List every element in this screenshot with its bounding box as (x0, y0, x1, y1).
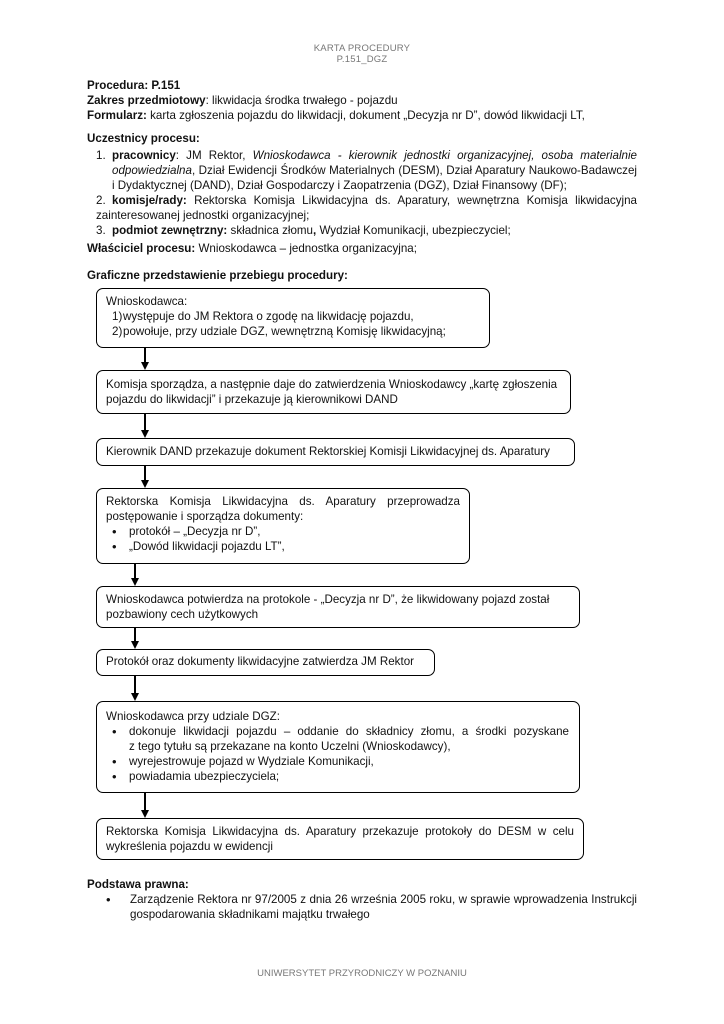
scope-label: Zakres przedmiotowy (87, 94, 206, 107)
header-code: P.151_DGZ (336, 54, 388, 65)
header-title: KARTA PROCEDURY (313, 43, 411, 54)
participant-3: podmiot zewnętrzny: składnica złomu, Wydział Komunikacji, ubezpieczyciel; (112, 224, 511, 237)
flow-step-4-item: • „Dowód likwidacji pojazdu LT”, (100, 539, 460, 554)
forms-value: karta zgłoszenia pojazdu do likwidacji, dokument „Decyzja nr D”, dowód likwidacji LT, (146, 109, 585, 122)
flow-step-7-item: • dokonuje likwidacji pojazdu – oddanie do składnicy złomu, a środki pozyskane z tego tytułu są przekazane na konto Uczelni (Wnioskodawcy), (100, 724, 570, 754)
flow-step-7-item: • powiadamia ubezpieczyciela; (100, 769, 570, 784)
owner-row (87, 241, 417, 256)
scope-value: : likwidacja środka trwałego - pojazdu (205, 94, 398, 107)
flow-step-1-item: 2) powołuje, przy udziale DGZ, wewnętrzną Komisję likwidacyjną; (112, 325, 446, 338)
flow-step-2: Komisja sporządza, a następnie daje do zatwierdzenia Wnioskodawcy „kartę zgłoszenia pojazdu do likwidacji” i przekazuje ją kierownikowi DAND (96, 370, 571, 414)
flow-step-1-title: Wnioskodawca: (106, 295, 188, 308)
participant-1-line-2: odpowiedzialna, Dział Ewidencji Środków Materialnych (DESM), Dział Aparatury Naukowo-Badawczej (112, 164, 637, 177)
legal-heading: Podstawa prawna: (87, 878, 189, 891)
participant-1-num: 1. (96, 149, 106, 162)
forms-row (87, 108, 585, 123)
flow-step-7-title: Wnioskodawca przy udziale DGZ: (106, 710, 280, 723)
flow-step-4: Rektorska Komisja Likwidacyjna ds. Aparatury przeprowadza postępowanie i sporządza dokumenty: • protokół – „Decyzja nr D”, • „Dowód likwidacji pojazdu LT”, (96, 488, 470, 564)
flow-step-5: Wnioskodawca potwierdza na protokole - „Decyzja nr D”, że likwidowany pojazd został pozbawiony cech użytkowych (96, 586, 580, 628)
flow-step-3: Kierownik DAND przekazuje dokument Rektorskiej Komisji Likwidacyjnej ds. Aparatury (96, 438, 575, 466)
flow-step-7-item: • wyrejestrowuje pojazd w Wydziale Komunikacji, (100, 754, 570, 769)
scope-row (87, 93, 398, 108)
footer-university: UNIWERSYTET PRZYRODNICZY W POZNANIU (257, 968, 467, 979)
owner-value: Wnioskodawca – jednostka organizacyjna; (195, 242, 417, 255)
flow-step-1-item: 1) występuje do JM Rektora o zgodę na likwidację pojazdu, (112, 310, 414, 323)
participant-2-line-1: komisje/rady: Rektorska Komisja Likwidacyjna ds. Aparatury, wewnętrzna Komisja likwidacyjna (112, 194, 637, 207)
participant-2-line-2: zainteresowanej jednostki organizacyjnej; (96, 209, 310, 222)
participant-2-label: komisje/rady: (112, 194, 187, 207)
participant-3-label: podmiot zewnętrzny: (112, 224, 228, 237)
forms-label: Formularz: (87, 109, 147, 122)
participant-3-num: 3. (96, 224, 106, 237)
flow-step-4-item: • protokół – „Decyzja nr D”, (100, 524, 460, 539)
participants-heading: Uczestnicy procesu: (87, 132, 200, 145)
legal-item-line-2: gospodarowania składnikami majątku trwałego (130, 908, 370, 921)
owner-label: Właściciel procesu: (87, 242, 196, 255)
participant-1-line-1: pracownicy: JM Rektor, Wnioskodawca - kierownik jednostki organizacyjnej, osoba materialnie (112, 149, 637, 162)
participant-1-label: pracownicy (112, 149, 176, 162)
legal-item-line-1: Zarządzenie Rektora nr 97/2005 z dnia 26 września 2005 roku, w sprawie wprowadzenia Instrukcji (130, 893, 637, 906)
participant-2-num: 2. (96, 194, 106, 207)
flow-step-1 (96, 288, 490, 348)
participant-1-line-3: i Dydaktycznej (DAND), Dział Gospodarczy i Zaopatrzenia (DGZ), Dział Finansowy (DF); (112, 179, 567, 192)
flow-step-8: Rektorska Komisja Likwidacyjna ds. Aparatury przekazuje protokoły do DESM w celu wykreślenia pojazdu w ewidencji (96, 818, 584, 860)
flow-step-6: Protokół oraz dokumenty likwidacyjne zatwierdza JM Rektor (96, 649, 435, 676)
procedure-label: Procedura: P.151 (87, 79, 181, 92)
flow-heading: Graficzne przedstawienie przebiegu procedury: (87, 269, 348, 282)
flow-step-7 (96, 701, 580, 793)
legal-bullet: • (106, 892, 111, 907)
